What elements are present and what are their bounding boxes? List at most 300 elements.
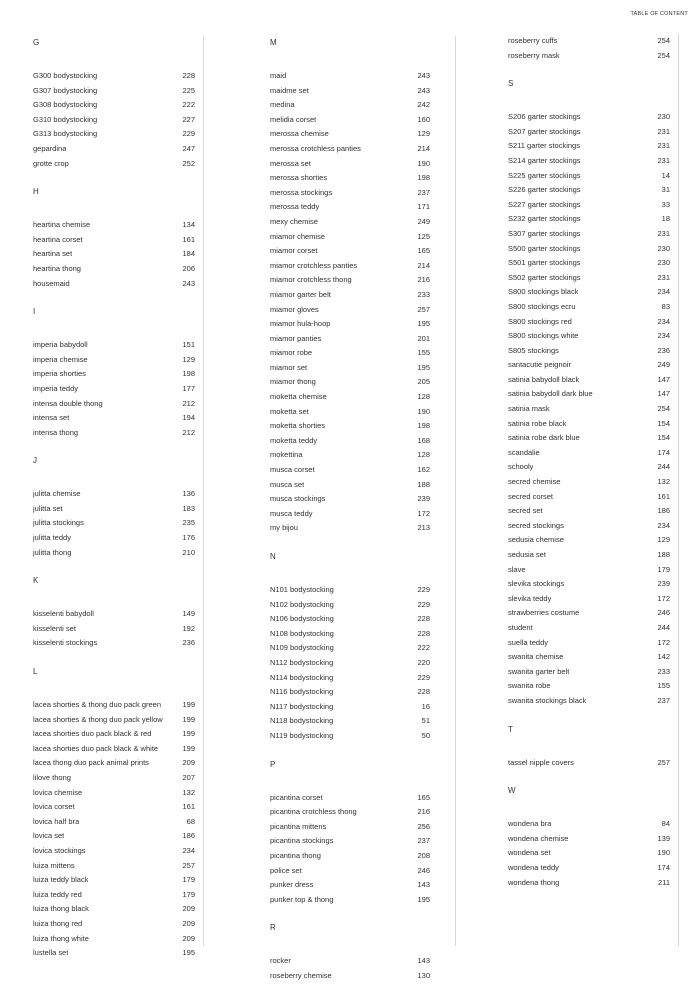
toc-entry[interactable] — [33, 902, 195, 917]
toc-entry[interactable] — [33, 742, 195, 757]
entry-title: satinia robe dark blue — [508, 433, 580, 443]
entry-page-number: 199 — [182, 700, 195, 710]
toc-entry[interactable] — [508, 198, 670, 213]
toc-entry[interactable] — [508, 694, 670, 709]
entry-page-number: 216 — [417, 275, 430, 285]
toc-entry[interactable] — [508, 256, 670, 271]
toc-section — [508, 723, 670, 785]
entry-title: maid — [270, 71, 287, 80]
toc-entry[interactable] — [508, 49, 670, 64]
entry-title: tassel nipple covers — [508, 757, 574, 767]
toc-entry[interactable] — [270, 69, 430, 84]
toc-entry[interactable] — [508, 665, 670, 680]
entry-page-number: 195 — [182, 948, 195, 958]
toc-entry[interactable] — [33, 113, 195, 128]
toc-entry[interactable] — [270, 791, 430, 806]
entry-title: S226 garter stockings — [508, 185, 581, 195]
entry-page-number: 228 — [417, 628, 430, 638]
entry-page-number: 239 — [657, 579, 670, 589]
entry-title: S307 garter stockings — [508, 228, 581, 238]
toc-section — [508, 34, 670, 77]
toc-entry[interactable] — [508, 212, 670, 227]
entry-page-number: 233 — [417, 289, 430, 299]
toc-entry[interactable] — [33, 844, 195, 859]
toc-entry[interactable] — [270, 230, 430, 245]
toc-entry[interactable] — [508, 344, 670, 359]
toc-entry[interactable] — [33, 786, 195, 801]
toc-entry[interactable] — [508, 592, 670, 607]
toc-entry[interactable] — [33, 277, 195, 292]
entry-title: miamor set — [270, 362, 308, 372]
entry-page-number: 234 — [657, 331, 670, 341]
entry-title: kisselenti babydoll — [33, 609, 94, 619]
toc-entry[interactable] — [270, 171, 430, 186]
toc-entry[interactable] — [33, 546, 195, 561]
toc-entry[interactable] — [508, 548, 670, 563]
toc-entry[interactable] — [508, 846, 670, 861]
entry-title: G308 bodystocking — [33, 100, 98, 110]
entry-title: S214 garter stockings — [508, 155, 581, 165]
section-spacer — [270, 536, 430, 550]
entry-title: my bijou — [270, 523, 298, 533]
toc-entry[interactable] — [508, 817, 670, 832]
entry-title: grotte crop — [33, 158, 69, 168]
toc-entry[interactable] — [270, 157, 430, 172]
toc-entry[interactable] — [270, 419, 430, 434]
toc-entry[interactable] — [508, 876, 670, 891]
entry-title: secred corset — [508, 491, 554, 501]
entry-title: G313 bodystocking — [33, 129, 98, 139]
entry-title: punker dress — [270, 880, 314, 890]
entry-title: luiza thong red — [33, 918, 83, 928]
toc-section — [508, 77, 670, 722]
toc-entry[interactable] — [508, 636, 670, 651]
toc-entry[interactable] — [33, 917, 195, 932]
entry-page-number: 234 — [182, 845, 195, 855]
entry-title: intensa set — [33, 413, 70, 423]
entry-page-number: 198 — [417, 421, 430, 431]
toc-entry[interactable] — [33, 397, 195, 412]
entry-title: strawberries costume — [508, 608, 580, 618]
toc-entry[interactable] — [33, 815, 195, 830]
entry-page-number: 236 — [182, 638, 195, 648]
entry-title: miamor chemise — [270, 231, 326, 241]
toc-entry[interactable] — [33, 426, 195, 441]
toc-entry[interactable] — [270, 507, 430, 522]
section-letter: T — [508, 724, 513, 734]
toc-entry[interactable] — [270, 729, 430, 744]
toc-column-3 — [508, 34, 670, 904]
entry-title: santacutie peignoir — [508, 360, 571, 370]
toc-entry[interactable] — [270, 954, 430, 969]
toc-entry[interactable] — [270, 98, 430, 113]
toc-entry[interactable] — [270, 390, 430, 405]
toc-entry[interactable] — [508, 490, 670, 505]
toc-entry[interactable] — [508, 34, 670, 49]
toc-entry[interactable] — [270, 113, 430, 128]
entry-page-number: 172 — [657, 593, 670, 603]
toc-entry[interactable] — [508, 756, 670, 771]
toc-entry[interactable] — [270, 434, 430, 449]
section-spacer — [33, 961, 195, 975]
entry-title: imperia shorties — [33, 369, 86, 379]
toc-entry[interactable] — [33, 756, 195, 771]
entry-title: S800 stockings ecru — [508, 301, 576, 311]
toc-entry[interactable] — [270, 834, 430, 849]
entry-title: N118 bodystocking — [270, 716, 334, 726]
toc-entry[interactable] — [33, 262, 195, 277]
entry-page-number: 199 — [182, 714, 195, 724]
entry-title: N106 bodystocking — [270, 614, 334, 624]
toc-entry[interactable] — [33, 382, 195, 397]
toc-entry[interactable] — [508, 387, 670, 402]
entry-page-number: 199 — [182, 729, 195, 739]
toc-entry[interactable] — [270, 805, 430, 820]
toc-entry[interactable] — [508, 271, 670, 286]
entry-page-number: 68 — [186, 816, 195, 826]
toc-section — [270, 550, 430, 758]
toc-entry[interactable] — [508, 679, 670, 694]
toc-entry[interactable] — [508, 650, 670, 665]
toc-entry[interactable] — [270, 656, 430, 671]
section-letter: L — [33, 667, 38, 677]
entry-title: lacea shorties duo pack black & white — [33, 743, 159, 753]
toc-entry[interactable] — [33, 932, 195, 947]
toc-entry[interactable] — [33, 233, 195, 248]
entry-title: miamor robe — [270, 348, 313, 358]
toc-entry[interactable] — [33, 622, 195, 637]
toc-entry[interactable] — [33, 771, 195, 786]
toc-entry[interactable] — [508, 861, 670, 876]
entry-page-number: 234 — [657, 287, 670, 297]
entry-title: slave — [508, 564, 526, 574]
entry-page-number: 207 — [182, 773, 195, 782]
toc-entry[interactable] — [270, 714, 430, 729]
entry-page-number: 165 — [417, 246, 430, 256]
toc-entry[interactable] — [33, 607, 195, 622]
toc-entry[interactable] — [270, 244, 430, 259]
toc-entry[interactable] — [508, 358, 670, 373]
entry-page-number: 249 — [417, 216, 430, 226]
column-divider — [203, 36, 204, 946]
entry-page-number: 188 — [417, 479, 430, 489]
entry-title: picantina stockings — [270, 836, 334, 846]
toc-entry[interactable] — [508, 577, 670, 592]
toc-entry[interactable] — [508, 315, 670, 330]
toc-entry[interactable] — [270, 598, 430, 613]
toc-entry[interactable] — [270, 463, 430, 478]
toc-entry[interactable] — [508, 446, 670, 461]
toc-entry[interactable] — [33, 487, 195, 502]
toc-section — [508, 784, 670, 904]
toc-entry[interactable] — [270, 492, 430, 507]
section-spacer — [270, 983, 430, 997]
entry-title: luiza teddy red — [33, 889, 82, 899]
toc-entry[interactable] — [270, 671, 430, 686]
entry-page-number: 147 — [657, 389, 670, 399]
entry-title: miamor thong — [270, 377, 316, 387]
entry-title: S207 garter stockings — [508, 126, 581, 136]
toc-entry[interactable] — [270, 215, 430, 230]
entry-page-number: 229 — [417, 672, 430, 682]
entry-page-number: 209 — [182, 918, 195, 928]
entry-title: luiza teddy black — [33, 875, 89, 885]
entry-page-number: 168 — [417, 435, 430, 445]
toc-entry[interactable] — [33, 218, 195, 233]
toc-entry[interactable] — [270, 273, 430, 288]
entry-title: mexy chemise — [270, 216, 318, 226]
toc-entry[interactable] — [270, 612, 430, 627]
entry-title: merossa chemise — [270, 129, 329, 139]
toc-entry[interactable] — [270, 317, 430, 332]
entry-page-number: 228 — [417, 614, 430, 624]
toc-entry[interactable] — [508, 431, 670, 446]
entry-page-number: 231 — [657, 228, 670, 238]
toc-entry[interactable] — [33, 946, 195, 961]
toc-entry[interactable] — [33, 888, 195, 903]
toc-entry[interactable] — [508, 606, 670, 621]
entry-title: S805 stockings — [508, 345, 559, 355]
entry-title: G300 bodystocking — [33, 71, 98, 80]
entry-title: kisselenti set — [33, 623, 76, 633]
entry-title: wondena thong — [508, 877, 560, 887]
toc-entry[interactable] — [508, 242, 670, 257]
entry-page-number: 171 — [417, 202, 430, 212]
toc-entry[interactable] — [33, 98, 195, 113]
toc-section — [33, 665, 195, 975]
entry-page-number: 216 — [417, 807, 430, 817]
section-letter: I — [33, 307, 36, 317]
entry-title: musca corset — [270, 465, 315, 475]
toc-entry[interactable] — [270, 332, 430, 347]
entry-page-number: 129 — [182, 354, 195, 364]
entry-page-number: 172 — [657, 637, 670, 647]
entry-title: miamor hula-hoop — [270, 319, 331, 329]
entry-page-number: 128 — [417, 392, 430, 402]
entry-page-number: 231 — [657, 141, 670, 151]
toc-entry[interactable] — [33, 84, 195, 99]
toc-entry[interactable] — [270, 84, 430, 99]
entry-page-number: 188 — [657, 550, 670, 559]
entry-page-number: 172 — [417, 508, 430, 518]
entry-title: S800 stockings black — [508, 287, 579, 297]
entry-title: picantina crotchless thong — [270, 807, 357, 817]
entry-page-number: 229 — [417, 599, 430, 609]
toc-entry[interactable] — [33, 367, 195, 382]
toc-entry[interactable] — [270, 521, 430, 536]
entry-title: N101 bodystocking — [270, 585, 334, 594]
entry-page-number: 161 — [182, 234, 195, 244]
toc-entry[interactable] — [270, 878, 430, 893]
toc-entry[interactable] — [270, 448, 430, 463]
entry-page-number: 31 — [661, 185, 670, 195]
section-letter: M — [270, 38, 277, 47]
entry-page-number: 229 — [182, 129, 195, 139]
toc-entry[interactable] — [33, 353, 195, 368]
toc-entry[interactable] — [33, 69, 195, 84]
toc-entry[interactable] — [270, 969, 430, 984]
toc-entry[interactable] — [270, 700, 430, 715]
toc-entry[interactable] — [33, 713, 195, 728]
toc-entry[interactable] — [270, 200, 430, 215]
entry-page-number: 33 — [661, 199, 670, 209]
toc-entry[interactable] — [33, 636, 195, 651]
toc-entry[interactable] — [33, 157, 195, 172]
entry-title: satinia babydoll dark blue — [508, 389, 593, 399]
entry-title: intensa double thong — [33, 398, 103, 408]
entry-title: G307 bodystocking — [33, 85, 98, 95]
entry-page-number: 186 — [182, 831, 195, 841]
toc-entry[interactable] — [508, 460, 670, 475]
entry-title: wondena chemise — [508, 833, 569, 843]
entry-title: picantina corset — [270, 792, 323, 802]
entry-page-number: 125 — [417, 231, 430, 241]
entry-title: wondena bra — [508, 819, 552, 829]
entry-title: miamor gloves — [270, 304, 319, 314]
toc-entry[interactable] — [270, 375, 430, 390]
toc-entry[interactable] — [508, 417, 670, 432]
toc-entry[interactable] — [508, 227, 670, 242]
entry-page-number: 254 — [657, 404, 670, 414]
entry-page-number: 256 — [417, 821, 430, 831]
toc-entry[interactable] — [508, 402, 670, 417]
entry-page-number: 83 — [661, 301, 670, 311]
entry-title: N119 bodystocking — [270, 730, 334, 740]
toc-entry[interactable] — [508, 504, 670, 519]
toc-entry[interactable] — [33, 411, 195, 426]
toc-entry[interactable] — [508, 832, 670, 847]
toc-entry[interactable] — [33, 873, 195, 888]
toc-entry[interactable] — [508, 125, 670, 140]
entry-title: picantina mittens — [270, 821, 327, 831]
toc-entry[interactable] — [270, 893, 430, 908]
entry-page-number: 209 — [182, 904, 195, 914]
section-spacer — [33, 651, 195, 665]
toc-entry[interactable] — [508, 373, 670, 388]
entry-title: miamor crotchless panties — [270, 260, 358, 270]
entry-title: moketta chemise — [270, 392, 327, 402]
entry-page-number: 257 — [417, 304, 430, 314]
entry-title: housemaid — [33, 278, 70, 288]
toc-entry[interactable] — [508, 139, 670, 154]
entry-page-number: 243 — [182, 278, 195, 288]
entry-page-number: 129 — [417, 129, 430, 139]
toc-entry[interactable] — [508, 563, 670, 578]
entry-title: slevika teddy — [508, 593, 552, 603]
entry-page-number: 222 — [417, 643, 430, 653]
entry-page-number: 246 — [417, 865, 430, 875]
toc-entry[interactable] — [270, 186, 430, 201]
toc-entry[interactable] — [270, 641, 430, 656]
toc-entry[interactable] — [33, 859, 195, 874]
toc-entry[interactable] — [270, 627, 430, 642]
entry-page-number: 254 — [657, 50, 670, 60]
toc-entry[interactable] — [508, 621, 670, 636]
page-header-title: TABLE OF CONTENT — [630, 11, 688, 17]
toc-entry[interactable] — [508, 154, 670, 169]
toc-entry[interactable] — [33, 142, 195, 157]
toc-entry[interactable] — [270, 288, 430, 303]
entry-page-number: 134 — [182, 220, 195, 230]
toc-entry[interactable] — [33, 127, 195, 142]
section-spacer — [33, 440, 195, 454]
toc-entry[interactable] — [270, 405, 430, 420]
entry-page-number: 209 — [182, 933, 195, 943]
entry-page-number: 212 — [182, 398, 195, 408]
entry-title: lovica half bra — [33, 816, 80, 826]
toc-entry[interactable] — [270, 685, 430, 700]
toc-entry[interactable] — [270, 127, 430, 142]
entry-title: merossa set — [270, 158, 311, 168]
toc-entry[interactable] — [270, 142, 430, 157]
entry-page-number: 190 — [417, 158, 430, 168]
entry-page-number: 230 — [657, 243, 670, 253]
toc-entry[interactable] — [33, 516, 195, 531]
entry-title: N102 bodystocking — [270, 599, 334, 609]
toc-entry[interactable] — [508, 285, 670, 300]
toc-entry[interactable] — [270, 478, 430, 493]
entry-page-number: 244 — [657, 462, 670, 472]
entry-page-number: 208 — [417, 850, 430, 860]
entry-title: moketta set — [270, 406, 309, 416]
toc-entry[interactable] — [33, 531, 195, 546]
entry-page-number: 18 — [661, 214, 670, 224]
toc-entry[interactable] — [270, 303, 430, 318]
entry-title: melidia corset — [270, 114, 317, 124]
entry-title: intensa thong — [33, 427, 79, 437]
toc-entry[interactable] — [33, 727, 195, 742]
toc-entry[interactable] — [33, 800, 195, 815]
entry-title: luiza thong black — [33, 904, 89, 914]
entry-title: julitta chemise — [33, 489, 81, 499]
toc-entry[interactable] — [270, 259, 430, 274]
toc-entry[interactable] — [33, 502, 195, 517]
toc-entry[interactable] — [508, 475, 670, 490]
toc-entry[interactable] — [508, 329, 670, 344]
toc-entry[interactable] — [270, 849, 430, 864]
entry-page-number: 154 — [657, 433, 670, 443]
entry-page-number: 142 — [657, 652, 670, 662]
toc-entry[interactable] — [270, 820, 430, 835]
toc-entry[interactable] — [508, 519, 670, 534]
entry-page-number: 179 — [182, 875, 195, 885]
toc-entry[interactable] — [508, 300, 670, 315]
entry-page-number: 50 — [421, 730, 430, 740]
entry-page-number: 243 — [417, 85, 430, 95]
toc-entry[interactable] — [33, 247, 195, 262]
toc-entry[interactable] — [33, 698, 195, 713]
entry-title: julitta set — [33, 503, 63, 513]
entry-title: G310 bodystocking — [33, 114, 98, 124]
toc-entry[interactable] — [33, 829, 195, 844]
section-spacer — [270, 744, 430, 758]
toc-entry[interactable] — [508, 533, 670, 548]
entry-title: luiza thong white — [33, 933, 89, 943]
entry-title: S502 garter stockings — [508, 272, 581, 282]
entry-title: schooly — [508, 462, 534, 472]
toc-entry[interactable] — [33, 338, 195, 353]
toc-entry[interactable] — [270, 583, 430, 598]
toc-entry[interactable] — [270, 346, 430, 361]
entry-title: S211 garter stockings — [508, 141, 580, 151]
entry-title: musca stockings — [270, 494, 326, 504]
toc-entry[interactable] — [508, 169, 670, 184]
toc-entry[interactable] — [508, 183, 670, 198]
toc-entry[interactable] — [270, 361, 430, 376]
toc-entry[interactable] — [270, 864, 430, 879]
toc-entry[interactable] — [508, 110, 670, 125]
entry-page-number: 242 — [417, 100, 430, 110]
